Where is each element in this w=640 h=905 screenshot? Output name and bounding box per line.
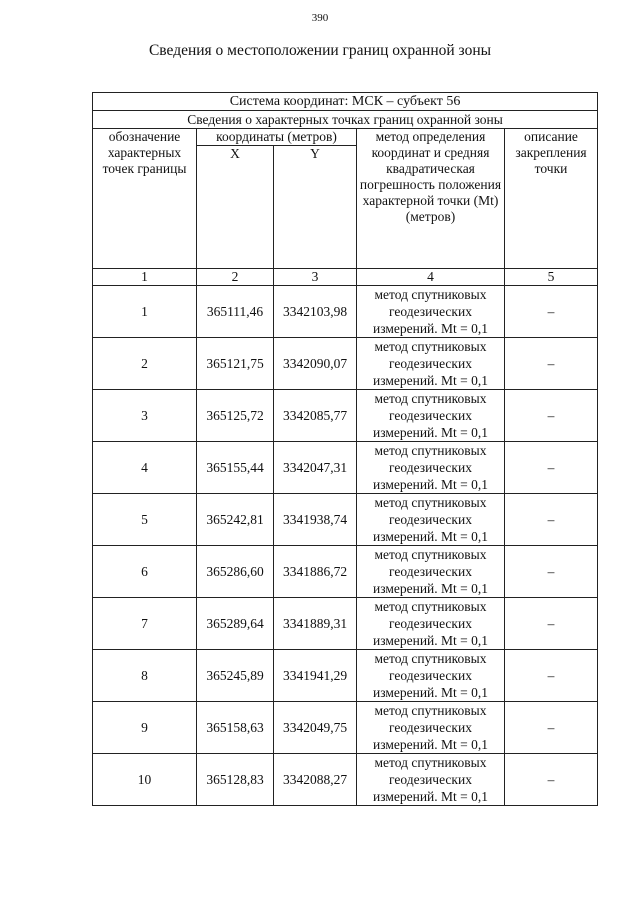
table-row: [93, 754, 598, 806]
coordinate-system-title: Система координат: МСК – субъект 56: [93, 93, 598, 111]
coordinate-x: 365158,63: [197, 702, 274, 754]
header-coordinates: координаты (метров): [197, 129, 357, 146]
fixing-description: –: [505, 338, 598, 390]
point-number: 7: [93, 598, 197, 650]
column-number-1: 1: [93, 269, 197, 286]
table-row: [93, 650, 598, 702]
point-number: 1: [93, 286, 197, 338]
coordinate-x: 365128,83: [197, 754, 274, 806]
method-cell: метод спутниковых геодезических измерений. Mt = 0,1: [357, 442, 505, 494]
fixing-description: –: [505, 546, 598, 598]
boundary-points-table: [92, 92, 598, 806]
point-number: 3: [93, 390, 197, 442]
coordinate-y: 3341938,74: [274, 494, 357, 546]
header-y: Y: [274, 146, 357, 269]
coordinate-x: 365289,64: [197, 598, 274, 650]
method-cell: метод спутниковых геодезических измерений. Mt = 0,1: [357, 754, 505, 806]
coordinate-x: 365245,89: [197, 650, 274, 702]
fixing-description: –: [505, 442, 598, 494]
coordinate-x: 365125,72: [197, 390, 274, 442]
fixing-description: –: [505, 702, 598, 754]
fixing-description: –: [505, 754, 598, 806]
coordinate-y: 3341941,29: [274, 650, 357, 702]
column-number-2: 2: [197, 269, 274, 286]
page-number: 390: [311, 12, 329, 24]
method-cell: метод спутниковых геодезических измерений. Mt = 0,1: [357, 546, 505, 598]
point-number: 2: [93, 338, 197, 390]
point-number: 6: [93, 546, 197, 598]
point-number: 10: [93, 754, 197, 806]
method-cell: метод спутниковых геодезических измерений. Mt = 0,1: [357, 598, 505, 650]
coordinate-x: 365121,75: [197, 338, 274, 390]
page-title: Сведения о местоположении границ охранной зоны: [148, 42, 492, 59]
coordinate-x: 365111,46: [197, 286, 274, 338]
method-cell: метод спутниковых геодезических измерений. Mt = 0,1: [357, 390, 505, 442]
coordinate-y: 3342085,77: [274, 390, 357, 442]
method-cell: метод спутниковых геодезических измерений. Mt = 0,1: [357, 702, 505, 754]
header-x: X: [197, 146, 274, 269]
table-row: [93, 494, 598, 546]
column-number-5: 5: [505, 269, 598, 286]
fixing-description: –: [505, 598, 598, 650]
header-method: метод определения координат и средняя квадратическая погрешность положения характерной точки (Mt) (метров): [357, 129, 505, 269]
coordinate-y: 3342090,07: [274, 338, 357, 390]
column-number-4: 4: [357, 269, 505, 286]
point-number: 5: [93, 494, 197, 546]
method-cell: метод спутниковых геодезических измерений. Mt = 0,1: [357, 286, 505, 338]
method-cell: метод спутниковых геодезических измерений. Mt = 0,1: [357, 338, 505, 390]
point-number: 9: [93, 702, 197, 754]
fixing-description: –: [505, 390, 598, 442]
fixing-description: –: [505, 494, 598, 546]
coordinate-y: 3342088,27: [274, 754, 357, 806]
method-cell: метод спутниковых геодезических измерений. Mt = 0,1: [357, 650, 505, 702]
coordinate-x: 365286,60: [197, 546, 274, 598]
table-subtitle: Сведения о характерных точках границ охранной зоны: [93, 111, 598, 129]
table-row: [93, 546, 598, 598]
coordinate-y: 3341886,72: [274, 546, 357, 598]
table-row: [93, 390, 598, 442]
table-row: [93, 338, 598, 390]
table-row: [93, 702, 598, 754]
fixing-description: –: [505, 286, 598, 338]
point-number: 8: [93, 650, 197, 702]
table-row: [93, 598, 598, 650]
method-cell: метод спутниковых геодезических измерений. Mt = 0,1: [357, 494, 505, 546]
point-number: 4: [93, 442, 197, 494]
coordinate-x: 365242,81: [197, 494, 274, 546]
column-number-3: 3: [274, 269, 357, 286]
coordinate-x: 365155,44: [197, 442, 274, 494]
coordinate-y: 3342047,31: [274, 442, 357, 494]
table-row: [93, 286, 598, 338]
fixing-description: –: [505, 650, 598, 702]
coordinate-y: 3341889,31: [274, 598, 357, 650]
coordinate-y: 3342049,75: [274, 702, 357, 754]
header-description: описание закрепления точки: [505, 129, 598, 269]
coordinate-y: 3342103,98: [274, 286, 357, 338]
table-row: [93, 442, 598, 494]
header-designation: обозначение характерных точек границы: [93, 129, 197, 269]
